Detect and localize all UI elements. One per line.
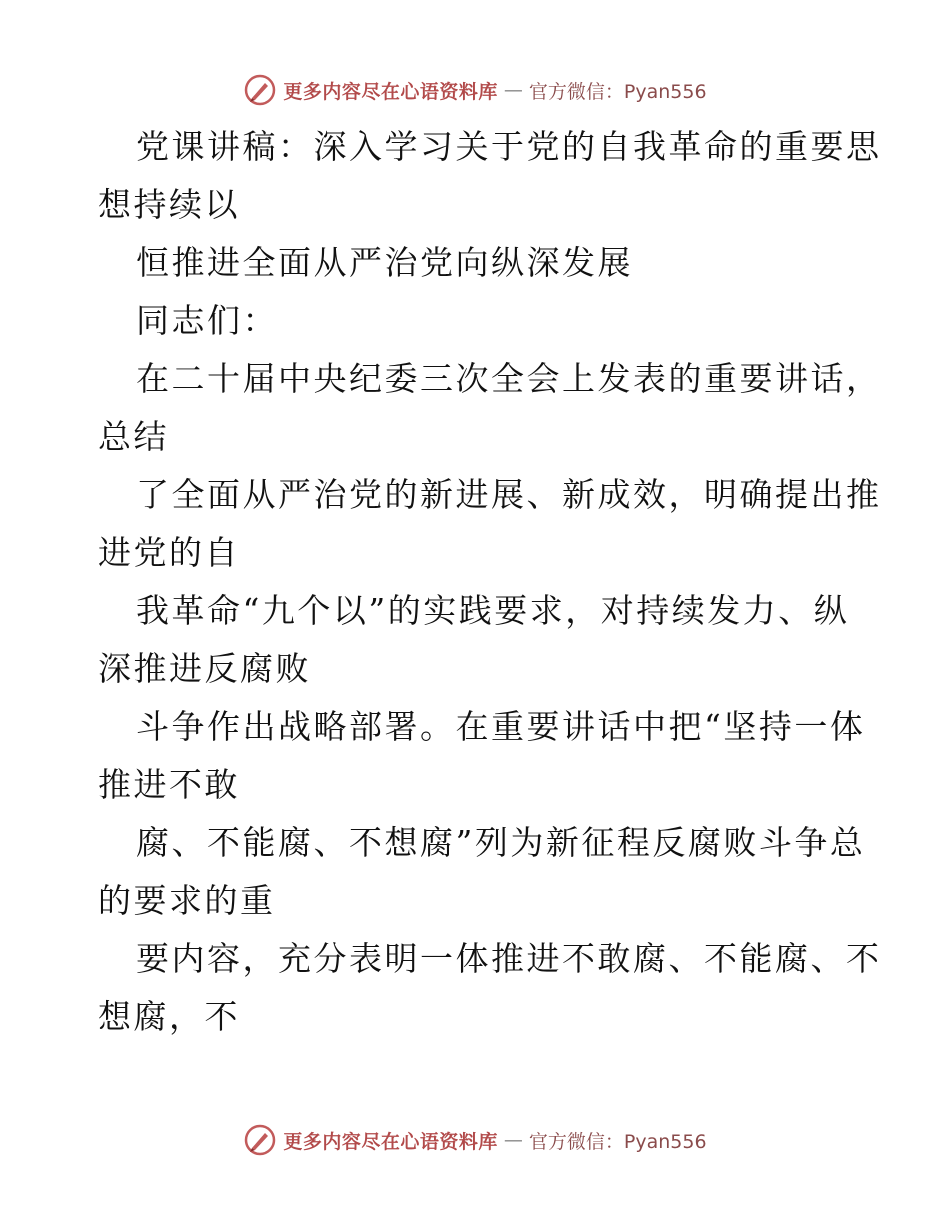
- pen-logo-icon: [243, 73, 277, 107]
- watermark-wechat-text: 官方微信：Pyan556: [528, 1130, 707, 1153]
- document-line-title-1: 党课讲稿：深入学习关于党的自我革命的重要思: [136, 127, 882, 166]
- document-line: 腐、不能腐、不想腐”列为新征程反腐败斗争总: [136, 823, 866, 862]
- watermark-main-text: 更多内容尽在心语资料库: [283, 80, 498, 103]
- document-line: 总结: [98, 417, 169, 456]
- document-body: [98, 118, 882, 1046]
- document-line-salutation: 同志们：: [136, 301, 278, 340]
- watermark-wechat-text: 官方微信：Pyan556: [528, 80, 707, 103]
- watermark-header: [0, 70, 950, 110]
- document-line: 了全面从严治党的新进展、新成效，明确提出推: [136, 475, 882, 514]
- watermark-main-text: 更多内容尽在心语资料库: [283, 1130, 498, 1153]
- watermark-dash: —: [503, 79, 523, 101]
- watermark-dash: —: [503, 1129, 523, 1151]
- document-line: 要内容，充分表明一体推进不敢腐、不能腐、不: [136, 939, 882, 978]
- document-line: 想腐，不: [98, 997, 240, 1036]
- document-line: 推进不敢: [98, 765, 240, 804]
- document-line: 深推进反腐败: [98, 649, 311, 688]
- document-line: 的要求的重: [98, 881, 276, 920]
- document-line: 斗争作出战略部署。在重要讲话中把“坚持一体: [136, 707, 866, 746]
- pen-logo-icon: [243, 1123, 277, 1157]
- document-line: 在二十届中央纪委三次全会上发表的重要讲话，: [136, 359, 882, 398]
- document-line: 进党的自: [98, 533, 240, 572]
- watermark-footer: [0, 1120, 950, 1160]
- document-line: 我革命“九个以”的实践要求，对持续发力、纵: [136, 591, 850, 630]
- document-line-title-2: 想持续以: [98, 185, 240, 224]
- document-line-title-3: 恒推进全面从严治党向纵深发展: [136, 243, 633, 282]
